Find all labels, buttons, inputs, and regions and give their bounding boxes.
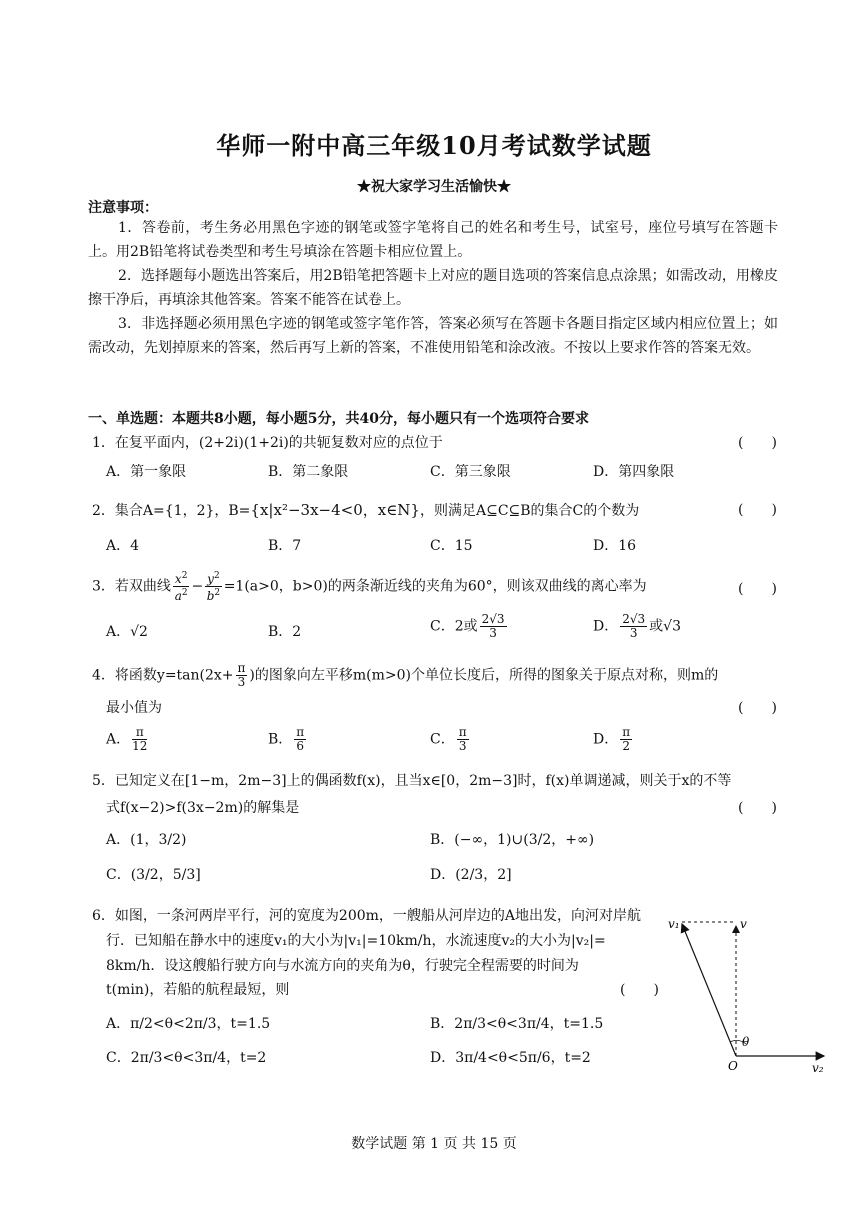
q3-pre: 3．若双曲线 bbox=[92, 578, 171, 595]
q2-option-b: B．7 bbox=[268, 538, 302, 554]
q6-option-b: B．2π/3<θ<3π/4，t=1.5 bbox=[430, 1016, 604, 1032]
notice-heading: 注意事项： bbox=[88, 200, 158, 216]
q3-option-b: B．2 bbox=[268, 624, 302, 640]
q6-option-a: A．π/2<θ<2π/3，t=1.5 bbox=[106, 1016, 271, 1032]
q3-option-a: A．√2 bbox=[106, 624, 148, 640]
q2-option-c: C．15 bbox=[430, 538, 473, 554]
q4-option-b: B． $\frac{\pi}{6}$ bbox=[268, 725, 305, 753]
q6-line1: 6．如图，一条河两岸平行，河的宽度为200m，一艘船从河岸边的A地出发，向河对岸航 bbox=[92, 908, 642, 924]
v1-label: v₁ bbox=[668, 917, 680, 931]
v1-vector bbox=[682, 924, 736, 1056]
q4-option-c: C． $\frac{\pi}{3}$ bbox=[430, 725, 467, 753]
q1-option-b: B．第二象限 bbox=[268, 464, 349, 480]
q4-answer-paren: ( ) bbox=[738, 700, 777, 716]
q2-set: {x|x²−3x−4<0，x∈N} bbox=[250, 501, 420, 519]
q2-option-d: D．16 bbox=[593, 538, 637, 554]
q6-option-c: C．2π/3<θ<3π/4，t=2 bbox=[106, 1050, 267, 1066]
q3-option-d: D． $\frac{2√3}{3}$ 或√3 bbox=[593, 612, 681, 640]
q2-option-a: A．4 bbox=[106, 538, 140, 554]
page-title: 华师一附中高三年级10月考试数学试题 bbox=[216, 131, 652, 160]
q2-answer-paren: ( ) bbox=[738, 502, 777, 518]
notice-item-1: 1．答卷前，考生务必用黑色字迹的钢笔或签字笔将自己的姓名和考生号，试室号，座位号填写在答题卡上。用2B铅笔将试卷类型和考生号填涂在答题卡相应位置上。 bbox=[88, 220, 778, 260]
page-subtitle: ★祝大家学习生活愉快★ bbox=[357, 179, 511, 195]
q3-option-c: C．2或 $\frac{2√3}{3}$ bbox=[430, 612, 505, 640]
q4-option-a: A． $\frac{\pi}{12}$ bbox=[106, 725, 148, 753]
q5-line1: 5．已知定义在[1−m，2m−3]上的偶函数f(x)，且当x∈[0，2m−3]时，f(x)单调递减，则关于x的不等 bbox=[92, 773, 732, 789]
q3-post: =1(a>0，b>0)的两条渐近线的夹角为60°，则该双曲线的离心率为 bbox=[223, 578, 647, 595]
q3-stem: 3．若双曲线 $\frac{x^2}{a^2}$ − $\frac{y^2}{b^2}$ =1(a>0，b>0)的两条渐近线的夹角为60°，则该双曲线的离心率为 bbox=[92, 571, 647, 603]
q3-frac-y: $\frac{y^2}{b^2}$ bbox=[206, 571, 221, 603]
q6-line3: 8km/h．设这艘船行驶方向与水流方向的夹角为θ，行驶完全程需要的时间为 bbox=[106, 958, 579, 974]
section-heading: 一、单选题：本题共8小题，每小题5分，共40分，每小题只有一个选项符合要求 bbox=[88, 411, 589, 427]
notice-item-3: 3．非选择题必须用黑色字迹的钢笔或签字笔作答，答案必须写在答题卡各题目指定区域内相应位置上；如需改动，先划掉原来的答案，然后再写上新的答案，不准使用铅笔和涂改液。不按以上要求作答的答案无效。 bbox=[88, 316, 778, 356]
q1-answer-paren: ( ) bbox=[738, 435, 777, 451]
q4-option-d: D． $\frac{\pi}{2}$ bbox=[593, 725, 631, 753]
q2-post: ，则满足A⊆C⊆B的集合C的个数为 bbox=[419, 503, 640, 519]
q2-pre: 2．集合 bbox=[92, 503, 143, 519]
v2-label: v₂ bbox=[812, 1061, 824, 1075]
origin-label: O bbox=[728, 1059, 738, 1073]
q1-stem: 1．在复平面内，(2+2i)(1+2i)的共轭复数对应的点位于 bbox=[92, 435, 443, 451]
q6-answer-paren: ( ) bbox=[620, 982, 659, 998]
q2-mid: A={1，2}，B= bbox=[142, 503, 251, 519]
q3-answer-paren: ( ) bbox=[738, 581, 777, 597]
q6-line4: t(min)，若船的航程最短，则 bbox=[106, 982, 290, 998]
q5-option-b: B．(−∞，1)∪(3/2，+∞) bbox=[430, 832, 595, 848]
q5-option-a: A．(1，3/2) bbox=[106, 832, 187, 848]
q1-option-d: D．第四象限 bbox=[593, 464, 675, 480]
q5-line2: 式f(x−2)>f(3x−2m)的解集是 bbox=[106, 800, 300, 816]
q5-option-d: D．(2/3，2] bbox=[430, 867, 512, 883]
q5-option-c: C．(3/2，5/3] bbox=[106, 867, 201, 883]
q3-frac-x: $\frac{x^2}{a^2}$ bbox=[174, 571, 188, 603]
notice-item-2: 2．选择题每小题选出答案后，用2B铅笔把答题卡上对应的题目选项的答案信息点涂黑；如需改动，用橡皮擦干净后，再填涂其他答案。答案不能答在试卷上。 bbox=[88, 268, 778, 308]
q6-option-d: D．3π/4<θ<5π/6，t=2 bbox=[430, 1050, 591, 1066]
q6-line2: 行．已知船在静水中的速度v₁的大小为|v₁|=10km/h，水流速度v₂的大小为|v₂|= bbox=[106, 933, 606, 949]
q1-option-a: A．第一象限 bbox=[106, 464, 187, 480]
theta-label: θ bbox=[742, 1035, 750, 1049]
page-footer: 数学试题 第 1 页 共 15 页 bbox=[351, 1136, 517, 1152]
velocity-diagram bbox=[664, 910, 836, 1080]
q4-line1: 4．将函数y=tan(2x+ $\frac{\pi}{3}$ )的图象向左平移m(m>0)个单位长度后，所得的图象关于原点对称，则m的 bbox=[92, 661, 719, 689]
q4-line2: 最小值为 bbox=[106, 700, 162, 716]
q2-stem bbox=[92, 499, 639, 520]
q5-answer-paren: ( ) bbox=[738, 800, 777, 816]
q1-option-c: C．第三象限 bbox=[430, 464, 511, 480]
v-label: v bbox=[740, 917, 747, 931]
